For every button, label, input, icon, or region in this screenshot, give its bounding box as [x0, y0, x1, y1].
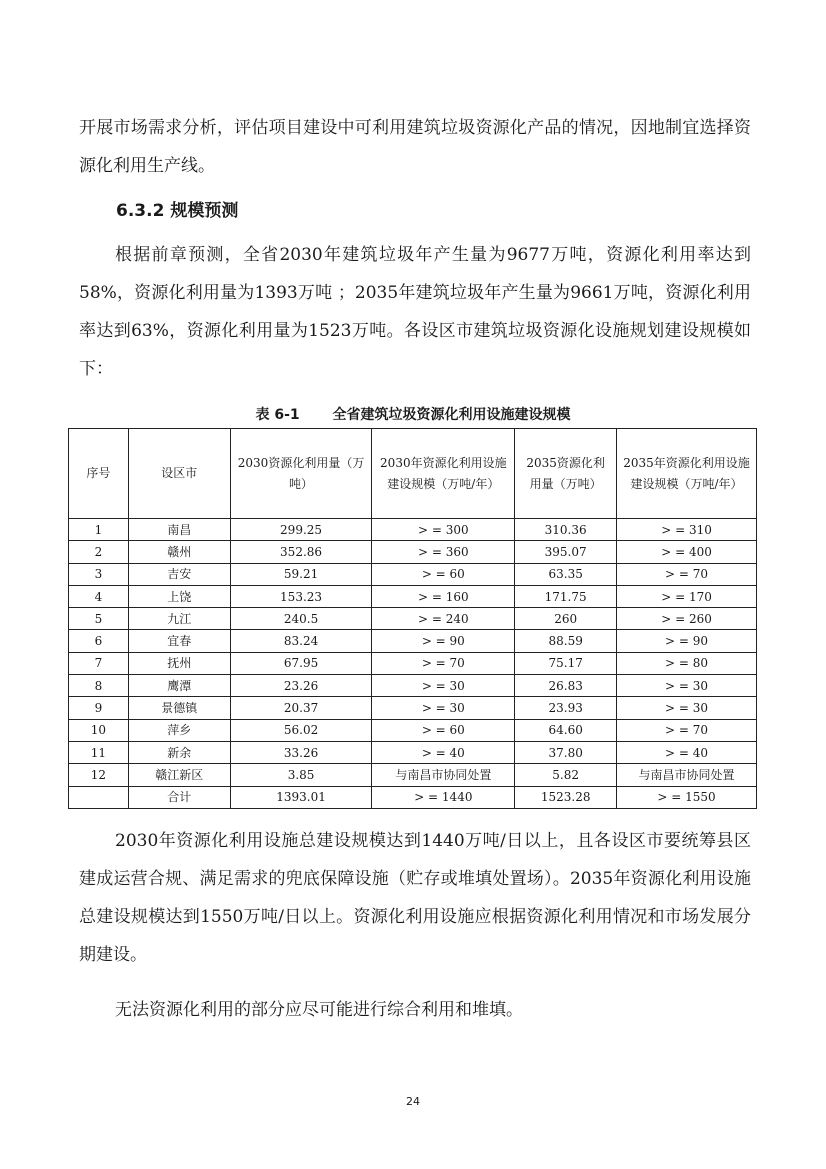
table-cell: 11: [69, 741, 129, 763]
table-cell: 6: [69, 630, 129, 652]
table-cell: > = 70: [617, 563, 757, 585]
section-title: 规模预测: [170, 201, 239, 221]
table-cell: 赣州: [128, 541, 230, 563]
table-cell: 吉安: [128, 563, 230, 585]
table-cell: 10: [69, 719, 129, 741]
closing-paragraph: 无法资源化利用的部分应尽可能进行综合利用和堆填。: [115, 1000, 523, 1020]
table-cell: 260: [515, 608, 617, 630]
table-cell: > = 30: [372, 697, 515, 719]
table-cell: 5.82: [515, 764, 617, 786]
table-cell: 240.5: [230, 608, 372, 630]
table-cell: 九江: [128, 608, 230, 630]
forecast-paragraph: 根据前章预测，全省2030年建筑垃圾年产生量为9677万吨，资源化利用率达到58%，资源化利用量为1393万吨 ；2035年建筑垃圾年产生量为9661万吨，资源化利用率达到63%，资源化利用量为1523万吨。各设区市建筑垃圾资源化设施规划建设规模如下：: [79, 245, 751, 379]
table-cell: 12: [69, 764, 129, 786]
table-cell: 88.59: [515, 630, 617, 652]
table-caption-title: 全省建筑垃圾资源化利用设施建设规模: [332, 407, 571, 423]
header-cell-city: 设区市: [128, 429, 230, 519]
table-cell: [69, 786, 129, 808]
table-cell: > = 30: [617, 697, 757, 719]
table-cell: 与南昌市协同处置: [372, 764, 515, 786]
table-cell: 310.36: [515, 519, 617, 541]
table-cell: 景德镇: [128, 697, 230, 719]
table-cell: 67.95: [230, 652, 372, 674]
table-cell: 5: [69, 608, 129, 630]
table-row: [69, 741, 757, 763]
table-cell: 南昌: [128, 519, 230, 541]
table-cell: 1393.01: [230, 786, 372, 808]
table-row: [69, 764, 757, 786]
table-cell: 鹰潭: [128, 675, 230, 697]
table-cell: 59.21: [230, 563, 372, 585]
table-cell: > = 240: [372, 608, 515, 630]
table-cell: 4: [69, 585, 129, 607]
table-caption-number: 表 6-1: [255, 407, 300, 423]
table-cell: 抚州: [128, 652, 230, 674]
table-row: [69, 563, 757, 585]
page-number: 24: [406, 1095, 420, 1108]
table-row: [69, 697, 757, 719]
table-row: [69, 608, 757, 630]
table-cell: > = 1550: [617, 786, 757, 808]
table-cell: 1: [69, 519, 129, 541]
table-row: [69, 630, 757, 652]
table-cell: 赣江新区: [128, 764, 230, 786]
table-cell: 395.07: [515, 541, 617, 563]
table-cell: 299.25: [230, 519, 372, 541]
table-cell: > = 400: [617, 541, 757, 563]
table-cell: 9: [69, 697, 129, 719]
table-cell: > = 300: [372, 519, 515, 541]
table-caption: [0, 403, 826, 427]
table-cell: > = 30: [617, 675, 757, 697]
table-cell: 26.83: [515, 675, 617, 697]
table-cell: 1523.28: [515, 786, 617, 808]
table-cell: 23.26: [230, 675, 372, 697]
table-cell: 56.02: [230, 719, 372, 741]
table-cell: 宜春: [128, 630, 230, 652]
table-row: [69, 719, 757, 741]
table-cell: 37.80: [515, 741, 617, 763]
table-cell: 171.75: [515, 585, 617, 607]
table-cell: 63.35: [515, 563, 617, 585]
header-cell-index: 序号: [69, 429, 129, 519]
table-cell: 64.60: [515, 719, 617, 741]
table-cell: 7: [69, 652, 129, 674]
table-cell: > = 310: [617, 519, 757, 541]
table-row: [69, 519, 757, 541]
table-cell: > = 30: [372, 675, 515, 697]
header-cell-2030-volume: 2030资源化利用量（万吨）: [230, 429, 372, 519]
table-cell: > = 1440: [372, 786, 515, 808]
table-cell: > = 40: [617, 741, 757, 763]
table-cell: 萍乡: [128, 719, 230, 741]
table-cell: 23.93: [515, 697, 617, 719]
table-cell: 合计: [128, 786, 230, 808]
table-cell: > = 90: [372, 630, 515, 652]
table-cell: 3.85: [230, 764, 372, 786]
table-cell: > = 70: [372, 652, 515, 674]
table-cell: 352.86: [230, 541, 372, 563]
section-heading: [116, 196, 238, 226]
table-cell: 上饶: [128, 585, 230, 607]
table-cell: 75.17: [515, 652, 617, 674]
table-row: [69, 652, 757, 674]
table-cell: 33.26: [230, 741, 372, 763]
table-cell: > = 170: [617, 585, 757, 607]
table-cell: > = 360: [372, 541, 515, 563]
table-cell: 新余: [128, 741, 230, 763]
table-cell: > = 60: [372, 719, 515, 741]
header-cell-2035-volume: 2035资源化利用量（万吨）: [515, 429, 617, 519]
table-row: [69, 541, 757, 563]
table-cell: 153.23: [230, 585, 372, 607]
section-number: 6.3.2: [116, 201, 165, 221]
table-body: [69, 519, 757, 809]
table-cell: 8: [69, 675, 129, 697]
intro-paragraph: 开展市场需求分析，评估项目建设中可利用建筑垃圾资源化产品的情况，因地制宜选择资源化利用生产线。: [79, 118, 751, 176]
table-row: [69, 675, 757, 697]
table-cell: > = 40: [372, 741, 515, 763]
table-cell: > = 70: [617, 719, 757, 741]
summary-paragraph: 2030年资源化利用设施总建设规模达到1440万吨/日以上，且各设区市要统筹县区建成运营合规、满足需求的兜底保障设施（贮存或堆填处置场）。2035年资源化利用设施总建设规模达到1550万吨/日以上。资源化利用设施应根据资源化利用情况和市场发展分期建设。: [79, 831, 751, 965]
table-cell: > = 80: [617, 652, 757, 674]
table-cell: 与南昌市协同处置: [617, 764, 757, 786]
table-header-row: [69, 429, 757, 519]
table-cell: > = 60: [372, 563, 515, 585]
header-cell-2030-capacity: 2030年资源化利用设施建设规模（万吨/年）: [372, 429, 515, 519]
table-row: [69, 786, 757, 808]
table-cell: 20.37: [230, 697, 372, 719]
table-row: [69, 585, 757, 607]
table-cell: > = 90: [617, 630, 757, 652]
table-cell: > = 260: [617, 608, 757, 630]
header-cell-2035-capacity: 2035年资源化利用设施建设规模（万吨/年）: [617, 429, 757, 519]
table-cell: 2: [69, 541, 129, 563]
table-cell: 83.24: [230, 630, 372, 652]
table-cell: 3: [69, 563, 129, 585]
facility-scale-table: [68, 428, 757, 809]
table-cell: > = 160: [372, 585, 515, 607]
